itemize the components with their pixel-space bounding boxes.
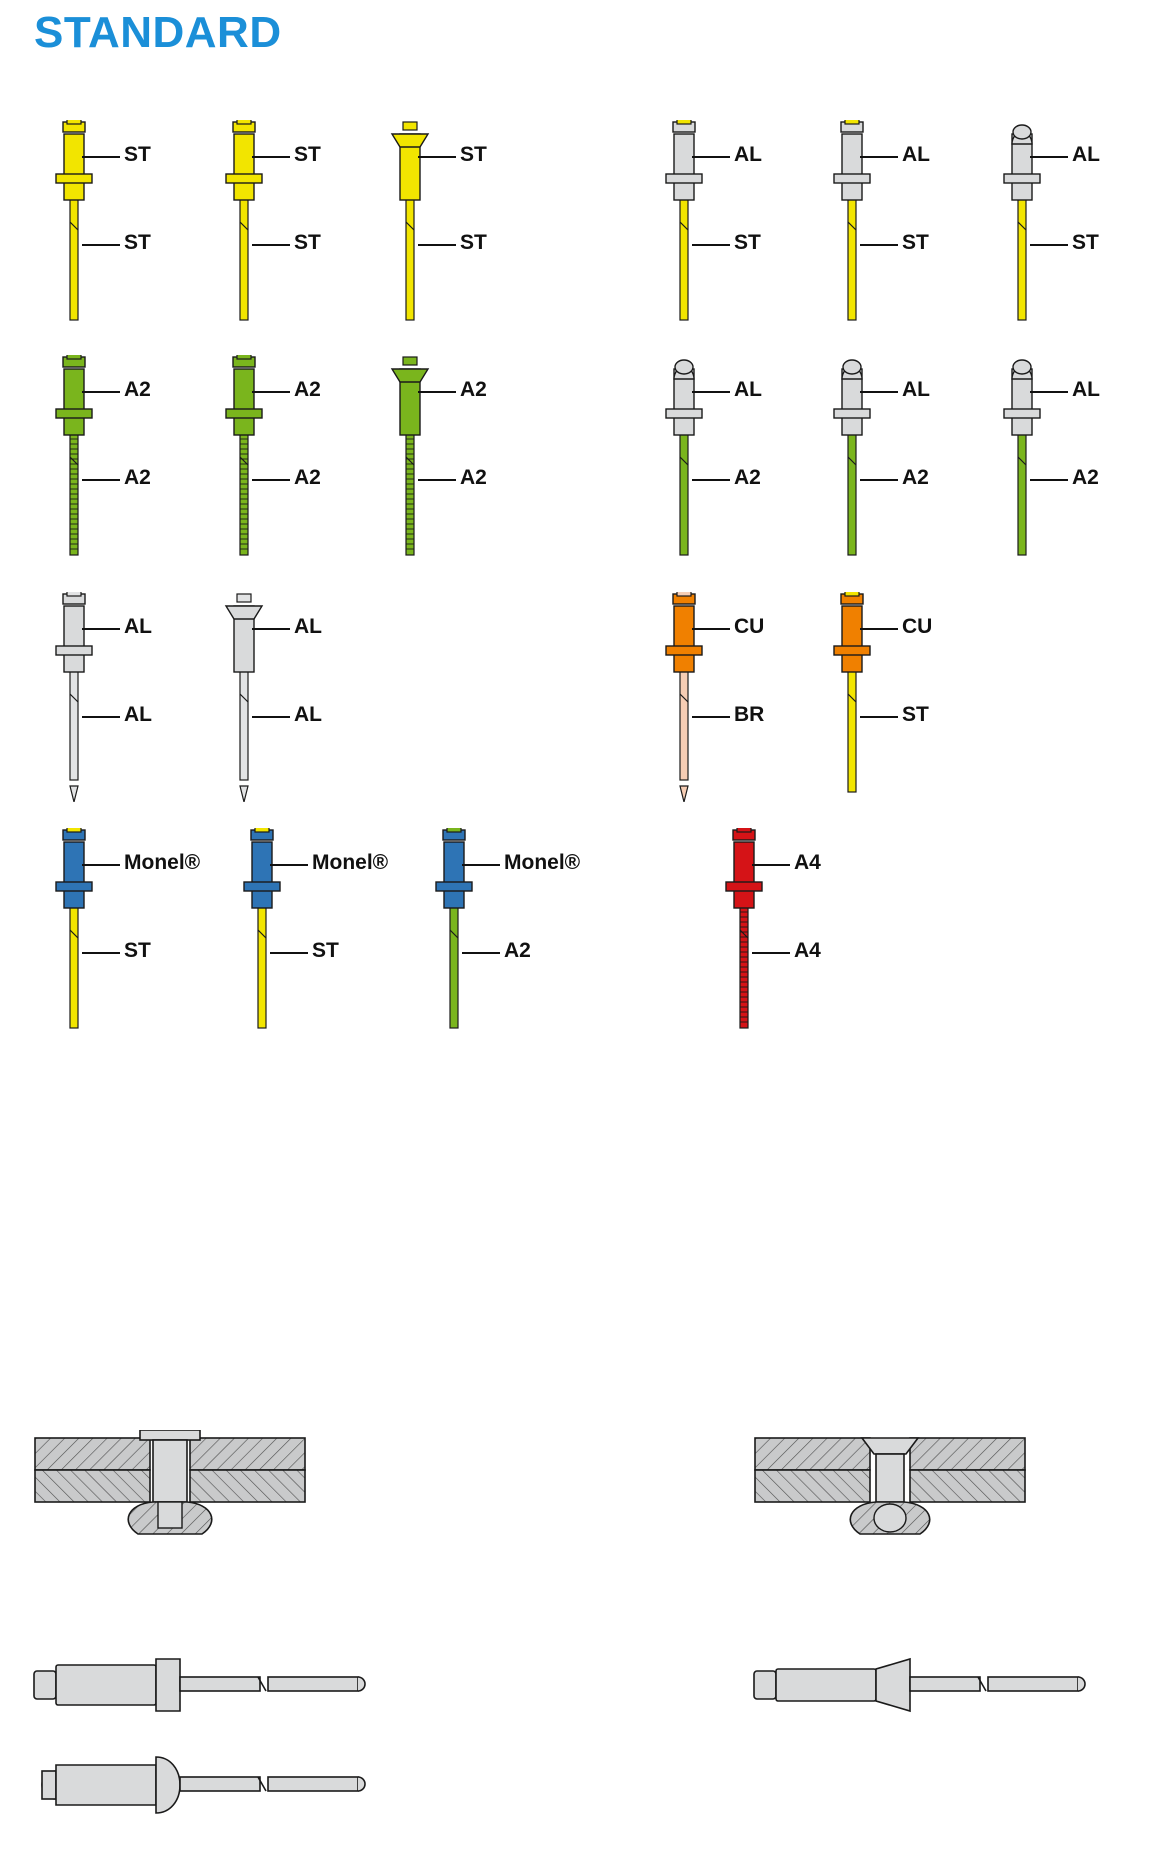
leader-r1c4-body: [692, 156, 730, 158]
rivet-r1c5: [830, 120, 950, 330]
detail-figure-left-bottom: [30, 1755, 370, 1815]
leader-r3c3-body: [692, 628, 730, 630]
leader-r3c3-mandrel: [692, 716, 730, 718]
rivet-r2c1: [52, 355, 172, 565]
label-r4c2-body: Monel®: [312, 851, 389, 874]
label-r4c2-mandrel: ST: [312, 939, 339, 962]
label-r2c1-mandrel: A2: [124, 466, 151, 489]
leader-r1c4-mandrel: [692, 244, 730, 246]
rivet-r3c2: [222, 592, 342, 802]
leader-r4c1-mandrel: [82, 952, 120, 954]
rivet-r3c1: [52, 592, 172, 802]
label-r3c3-body: CU: [734, 615, 765, 638]
label-r3c1-body: AL: [124, 615, 152, 638]
detail-figure-left-top: [30, 1655, 370, 1715]
rivet-r2c2: [222, 355, 342, 565]
leader-r4c4-mandrel: [752, 952, 790, 954]
leader-r1c6-mandrel: [1030, 244, 1068, 246]
label-r3c3-mandrel: BR: [734, 703, 765, 726]
leader-r2c6-body: [1030, 391, 1068, 393]
label-r2c4-body: AL: [734, 378, 762, 401]
leader-r4c3-body: [462, 864, 500, 866]
label-r2c2-body: A2: [294, 378, 321, 401]
label-r1c4-mandrel: ST: [734, 231, 761, 254]
leader-r4c2-body: [270, 864, 308, 866]
label-r2c6-mandrel: A2: [1072, 466, 1099, 489]
label-r1c2-mandrel: ST: [294, 231, 321, 254]
leader-r2c1-body: [82, 391, 120, 393]
leader-r2c3-body: [418, 391, 456, 393]
leader-r1c3-body: [418, 156, 456, 158]
page-title: STANDARD: [34, 8, 282, 57]
leader-r3c4-body: [860, 628, 898, 630]
rivet-r1c4: [662, 120, 782, 330]
label-r4c4-body: A4: [794, 851, 821, 874]
leader-r2c2-mandrel: [252, 479, 290, 481]
leader-r1c5-mandrel: [860, 244, 898, 246]
detail-figure-right: [750, 1655, 1090, 1715]
label-r4c1-mandrel: ST: [124, 939, 151, 962]
label-r2c1-body: A2: [124, 378, 151, 401]
leader-r2c1-mandrel: [82, 479, 120, 481]
leader-r2c4-body: [692, 391, 730, 393]
label-r1c5-mandrel: ST: [902, 231, 929, 254]
label-r3c1-mandrel: AL: [124, 703, 152, 726]
leader-r2c2-body: [252, 391, 290, 393]
section-figure-right: [750, 1430, 1030, 1560]
label-r1c2-body: ST: [294, 143, 321, 166]
section-figure-left: [30, 1430, 310, 1560]
label-r1c1-mandrel: ST: [124, 231, 151, 254]
label-r2c5-mandrel: A2: [902, 466, 929, 489]
label-r1c6-body: AL: [1072, 143, 1100, 166]
leader-r2c5-body: [860, 391, 898, 393]
rivet-r4c4: [722, 828, 842, 1038]
rivet-r2c6: [1000, 355, 1120, 565]
leader-r4c4-body: [752, 864, 790, 866]
leader-r4c2-mandrel: [270, 952, 308, 954]
label-r1c1-body: ST: [124, 143, 151, 166]
leader-r2c3-mandrel: [418, 479, 456, 481]
label-r3c4-mandrel: ST: [902, 703, 929, 726]
leader-r4c3-mandrel: [462, 952, 500, 954]
label-r2c3-mandrel: A2: [460, 466, 487, 489]
leader-r1c5-body: [860, 156, 898, 158]
label-r1c4-body: AL: [734, 143, 762, 166]
leader-r1c6-body: [1030, 156, 1068, 158]
label-r1c3-body: ST: [460, 143, 487, 166]
rivet-r1c6: [1000, 120, 1120, 330]
leader-r1c3-mandrel: [418, 244, 456, 246]
leader-r2c4-mandrel: [692, 479, 730, 481]
leader-r3c2-mandrel: [252, 716, 290, 718]
rivet-r2c4: [662, 355, 782, 565]
rivet-r1c2: [222, 120, 342, 330]
leader-r4c1-body: [82, 864, 120, 866]
leader-r3c2-body: [252, 628, 290, 630]
rivet-r2c3: [388, 355, 508, 565]
label-r3c4-body: CU: [902, 615, 933, 638]
label-r2c3-body: A2: [460, 378, 487, 401]
label-r3c2-mandrel: AL: [294, 703, 322, 726]
leader-r1c1-mandrel: [82, 244, 120, 246]
rivet-r1c3: [388, 120, 508, 330]
leader-r3c1-body: [82, 628, 120, 630]
label-r4c4-mandrel: A4: [794, 939, 821, 962]
leader-r2c6-mandrel: [1030, 479, 1068, 481]
rivet-r1c1: [52, 120, 172, 330]
rivet-r2c5: [830, 355, 950, 565]
label-r2c2-mandrel: A2: [294, 466, 321, 489]
label-r4c1-body: Monel®: [124, 851, 201, 874]
label-r4c3-body: Monel®: [504, 851, 581, 874]
leader-r3c4-mandrel: [860, 716, 898, 718]
leader-r2c5-mandrel: [860, 479, 898, 481]
leader-r1c1-body: [82, 156, 120, 158]
leader-r3c1-mandrel: [82, 716, 120, 718]
label-r2c4-mandrel: A2: [734, 466, 761, 489]
label-r4c3-mandrel: A2: [504, 939, 531, 962]
leader-r1c2-body: [252, 156, 290, 158]
label-r3c2-body: AL: [294, 615, 322, 638]
label-r1c3-mandrel: ST: [460, 231, 487, 254]
label-r2c6-body: AL: [1072, 378, 1100, 401]
label-r2c5-body: AL: [902, 378, 930, 401]
leader-r1c2-mandrel: [252, 244, 290, 246]
label-r1c5-body: AL: [902, 143, 930, 166]
label-r1c6-mandrel: ST: [1072, 231, 1099, 254]
